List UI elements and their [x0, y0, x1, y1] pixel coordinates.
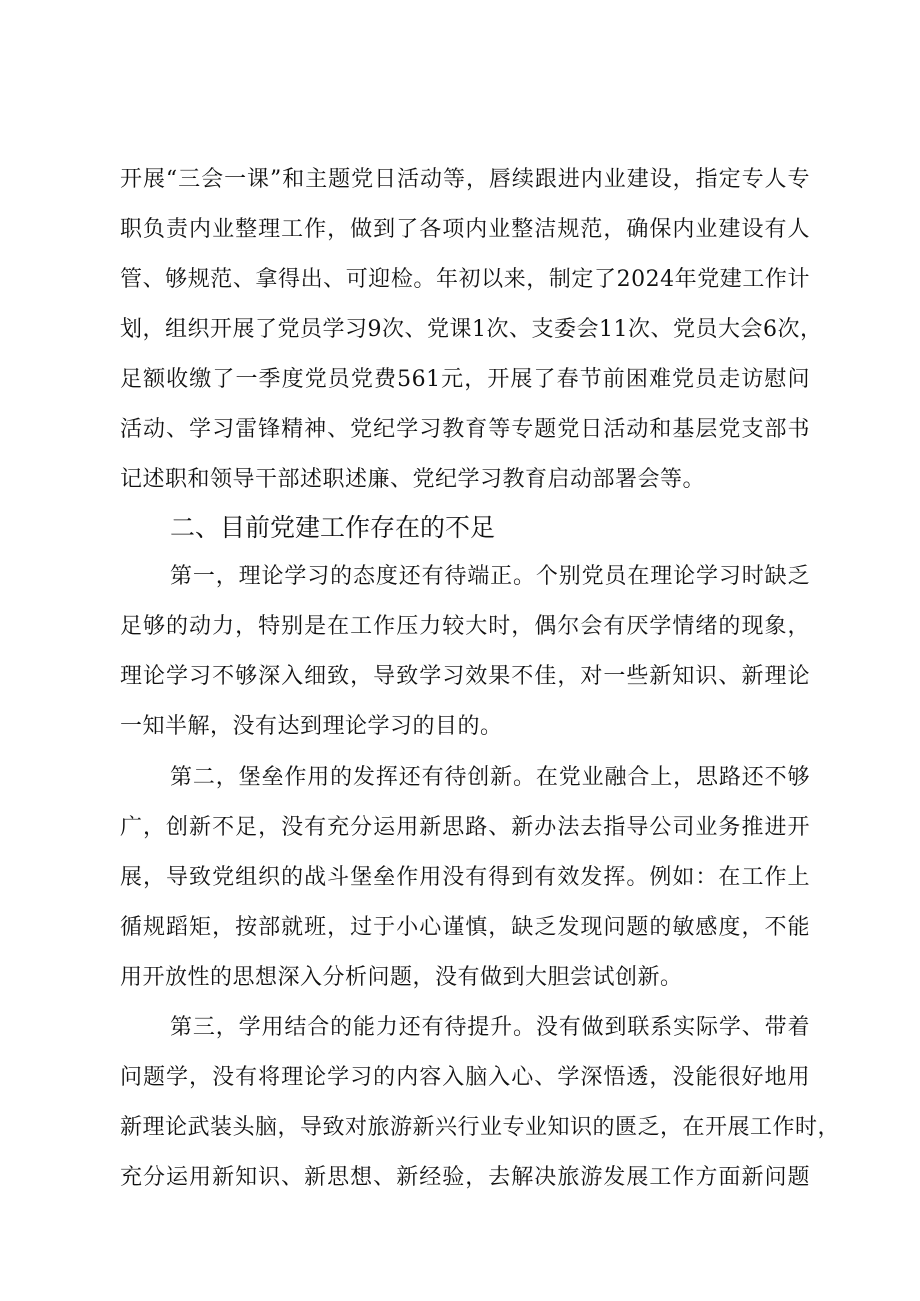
text-line: 划，组织开展了党员学习9次、党课1次、支委会11次、党员大会6次，	[120, 317, 823, 342]
text-line: 第三，学用结合的能力还有待提升。没有做到联系实际学、带着	[170, 1015, 810, 1040]
text-line: 充分运用新知识、新思想、新经验，去解决旅游发展工作方面新问题	[120, 1165, 810, 1190]
text-line: 展，导致党组织的战斗堡垒作用没有得到有效发挥。例如：在工作上	[120, 865, 810, 890]
text-line: 新理论武装头脑，导致对旅游新兴行业专业知识的匮乏，在开展工作时，	[120, 1115, 841, 1140]
text-line: 第一，理论学习的态度还有待端正。个别党员在理论学习时缺乏	[170, 564, 810, 589]
text-line: 问题学，没有将理论学习的内容入脑入心、学深悟透，没能很好地用	[120, 1065, 810, 1090]
text-line: 开展“三会一课”和主题党日活动等，唇续跟进内业建设，指定专人专	[120, 167, 810, 192]
text-line: 足够的动力，特别是在工作压力较大时，偶尔会有厌学情绪的现象，	[120, 614, 810, 639]
text-line: 第二，堡垒作用的发挥还有待创新。在党业融合上，思路还不够	[170, 765, 810, 790]
text-line: 一知半解，没有达到理论学习的目的。	[120, 714, 503, 739]
text-line: 活动、学习雷锋精神、党纪学习教育等专题党日活动和基层党支部书	[120, 417, 810, 442]
text-line: 理论学习不够深入细致，导致学习效果不佳，对一些新知识、新理论	[120, 664, 810, 689]
text-line: 记述职和领导干部述职述廉、党纪学习教育启动部署会等。	[120, 467, 706, 492]
text-line: 用开放性的思想深入分析问题，没有做到大胆尝试创新。	[120, 965, 683, 990]
section-heading: 二、目前党建工作存在的不足	[170, 513, 496, 542]
text-line: 循规蹈矩，按部就班，过于小心谨慎，缺乏发现问题的敏感度，不能	[120, 915, 810, 940]
text-line: 职负责内业整理工作，做到了各项内业整洁规范，确保内业建设有人	[120, 217, 810, 242]
text-line: 管、够规范、拿得出、可迎检。年初以来，制定了2024年党建工作计	[120, 267, 810, 292]
text-line: 足额收缴了一季度党员党费561元，开展了春节前困难党员走访慰问	[120, 367, 810, 392]
text-line: 广，创新不足，没有充分运用新思路、新办法去指导公司业务推进开	[120, 815, 810, 840]
